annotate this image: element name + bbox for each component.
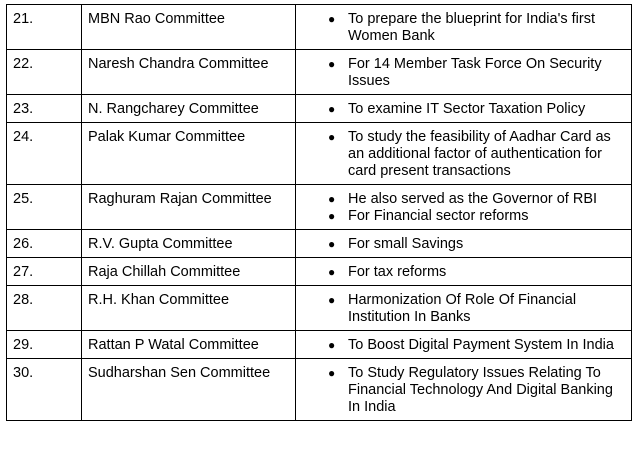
bullet-icon: ● xyxy=(328,237,336,251)
serial-number: 24. xyxy=(7,123,82,185)
purpose-text: For small Savings xyxy=(348,236,464,252)
purpose-list xyxy=(302,129,625,180)
purpose-item xyxy=(302,56,625,90)
committee-purpose xyxy=(296,258,632,286)
purpose-item xyxy=(302,337,625,354)
committee-name: N. Rangcharey Committee xyxy=(82,95,296,123)
table-row xyxy=(7,185,632,230)
purpose-item xyxy=(302,365,625,416)
purpose-text: To prepare the blueprint for India's first Women Bank xyxy=(348,11,595,44)
bullet-icon: ● xyxy=(328,293,336,307)
table-row xyxy=(7,123,632,185)
table-row xyxy=(7,5,632,50)
committee-purpose xyxy=(296,331,632,359)
table-row xyxy=(7,50,632,95)
purpose-item xyxy=(302,101,625,118)
table-row xyxy=(7,286,632,331)
table-row xyxy=(7,331,632,359)
committee-purpose xyxy=(296,185,632,230)
committee-purpose xyxy=(296,286,632,331)
committee-name: Naresh Chandra Committee xyxy=(82,50,296,95)
purpose-list xyxy=(302,11,625,45)
serial-number: 28. xyxy=(7,286,82,331)
purpose-list xyxy=(302,56,625,90)
purpose-text: For tax reforms xyxy=(348,264,447,280)
purpose-text: To examine IT Sector Taxation Policy xyxy=(348,101,586,117)
committee-purpose xyxy=(296,230,632,258)
serial-number: 26. xyxy=(7,230,82,258)
bullet-icon: ● xyxy=(328,130,336,144)
committee-purpose xyxy=(296,359,632,421)
purpose-item xyxy=(302,129,625,180)
committee-purpose xyxy=(296,5,632,50)
committee-name: Rattan P Watal Committee xyxy=(82,331,296,359)
bullet-icon: ● xyxy=(328,338,336,352)
serial-number: 21. xyxy=(7,5,82,50)
committee-name: MBN Rao Committee xyxy=(82,5,296,50)
bullet-icon: ● xyxy=(328,209,336,223)
purpose-text: Harmonization Of Role Of Financial Institution In Banks xyxy=(348,292,577,325)
purpose-item xyxy=(302,236,625,253)
serial-number: 30. xyxy=(7,359,82,421)
committee-name: Raja Chillah Committee xyxy=(82,258,296,286)
bullet-icon: ● xyxy=(328,12,336,26)
serial-number: 22. xyxy=(7,50,82,95)
purpose-list xyxy=(302,365,625,416)
committee-purpose xyxy=(296,50,632,95)
purpose-item xyxy=(302,11,625,45)
purpose-item xyxy=(302,292,625,326)
purpose-text: For 14 Member Task Force On Security Issues xyxy=(348,56,602,89)
purpose-text: To Boost Digital Payment System In India xyxy=(348,337,614,353)
purpose-list xyxy=(302,101,625,118)
committee-table xyxy=(6,4,632,421)
bullet-icon: ● xyxy=(328,366,336,380)
committee-purpose xyxy=(296,95,632,123)
table-row xyxy=(7,258,632,286)
table-body xyxy=(7,5,632,421)
committee-name: Raghuram Rajan Committee xyxy=(82,185,296,230)
purpose-text: He also served as the Governor of RBI xyxy=(348,191,598,207)
purpose-text: To study the feasibility of Aadhar Card as an additional factor of authentication for card present transactions xyxy=(348,129,611,179)
purpose-text: To Study Regulatory Issues Relating To Financial Technology And Digital Banking In India xyxy=(348,365,613,415)
bullet-icon: ● xyxy=(328,57,336,71)
table-row xyxy=(7,95,632,123)
purpose-text: For Financial sector reforms xyxy=(348,208,529,224)
purpose-list xyxy=(302,191,625,225)
committee-name: R.H. Khan Committee xyxy=(82,286,296,331)
serial-number: 27. xyxy=(7,258,82,286)
committee-name: Sudharshan Sen Committee xyxy=(82,359,296,421)
serial-number: 23. xyxy=(7,95,82,123)
purpose-item xyxy=(302,264,625,281)
bullet-icon: ● xyxy=(328,265,336,279)
purpose-item xyxy=(302,191,625,208)
serial-number: 29. xyxy=(7,331,82,359)
committee-purpose xyxy=(296,123,632,185)
table-row xyxy=(7,230,632,258)
bullet-icon: ● xyxy=(328,102,336,116)
purpose-list xyxy=(302,292,625,326)
serial-number: 25. xyxy=(7,185,82,230)
purpose-list xyxy=(302,236,625,253)
purpose-item xyxy=(302,208,625,225)
bullet-icon: ● xyxy=(328,192,336,206)
purpose-list xyxy=(302,264,625,281)
table-row xyxy=(7,359,632,421)
committee-name: Palak Kumar Committee xyxy=(82,123,296,185)
committee-name: R.V. Gupta Committee xyxy=(82,230,296,258)
purpose-list xyxy=(302,337,625,354)
